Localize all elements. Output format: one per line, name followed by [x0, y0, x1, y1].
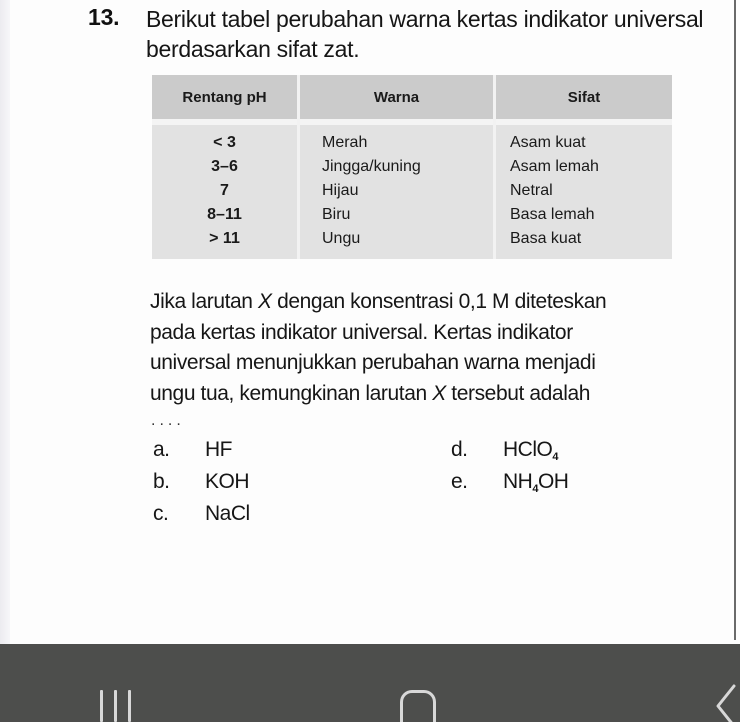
body-text: universal menunjukkan perubahan warna menjadi: [150, 351, 596, 374]
body-text: tersebut adalah: [445, 381, 591, 405]
header-rentang-ph: Rentang pH: [152, 75, 300, 119]
option-b[interactable]: [153, 470, 249, 494]
question-intro: Berikut tabel perubahan warna kertas indikator universal berdasarkan sifat zat.: [146, 6, 704, 62]
back-button[interactable]: [708, 684, 740, 722]
question-body: [150, 287, 720, 409]
cell-ph: < 3: [213, 134, 236, 151]
answer-ellipsis: ....: [151, 412, 185, 429]
body-text: pada kertas indikator universal. Kertas indikator: [150, 320, 573, 344]
option-letter: a.: [153, 438, 170, 461]
table-body-row: [152, 125, 672, 259]
body-text: ungu tua, kemungkinan larutan: [150, 381, 433, 405]
variable-x: X: [258, 290, 272, 313]
option-e[interactable]: [451, 470, 568, 495]
cell-sifat: Basa kuat: [510, 230, 582, 247]
cell-sifat: Basa lemah: [510, 206, 595, 223]
page-left-edge: [0, 0, 10, 644]
cell-sifat: Asam kuat: [510, 134, 586, 151]
option-text: HF: [205, 438, 232, 461]
body-text: dengan konsentrasi 0,1 M diteteskan: [271, 290, 607, 313]
option-text: $NH_4OH$: [503, 470, 569, 495]
table-header-row: [152, 75, 672, 119]
option-a[interactable]: [153, 438, 232, 462]
body-text: Jika larutan: [150, 290, 259, 313]
body-line: [150, 379, 720, 410]
body-line: [150, 318, 720, 349]
cell-ph: 7: [220, 182, 229, 199]
option-text: HClO$_4$: [503, 438, 558, 463]
cell-sifat: Netral: [510, 182, 553, 199]
home-button[interactable]: [400, 690, 436, 722]
question-number: 13.: [88, 4, 120, 30]
option-letter: c.: [153, 502, 169, 525]
column-sifat: [496, 125, 672, 259]
recent-apps-button[interactable]: [98, 690, 134, 722]
cell-ph: > 11: [209, 230, 240, 247]
option-letter: e.: [451, 470, 468, 493]
cell-warna: Biru: [322, 206, 351, 223]
column-warna: [300, 125, 496, 259]
option-text: NaCl: [205, 502, 250, 525]
back-icon: [708, 684, 740, 722]
body-line: [150, 287, 720, 318]
page-right-rule: [734, 0, 736, 640]
header-warna: Warna: [300, 75, 496, 119]
option-letter: b.: [153, 470, 170, 493]
header-sifat: Sifat: [496, 75, 672, 119]
option-c[interactable]: [153, 502, 250, 526]
option-letter: d.: [451, 438, 468, 461]
column-ph: [152, 125, 300, 259]
cell-ph: 8–11: [207, 206, 242, 223]
ph-indicator-table: [152, 75, 672, 259]
cell-sifat: Asam lemah: [510, 158, 599, 175]
option-text: KOH: [205, 470, 250, 493]
variable-x: X: [432, 381, 446, 405]
cell-warna: Ungu: [322, 230, 361, 247]
option-d[interactable]: [451, 438, 558, 463]
cell-ph: 3–6: [211, 158, 238, 175]
cell-warna: Hijau: [322, 182, 359, 199]
cell-warna: Merah: [322, 134, 368, 151]
body-line: [150, 348, 720, 379]
cell-warna: Jingga/kuning: [322, 158, 421, 175]
